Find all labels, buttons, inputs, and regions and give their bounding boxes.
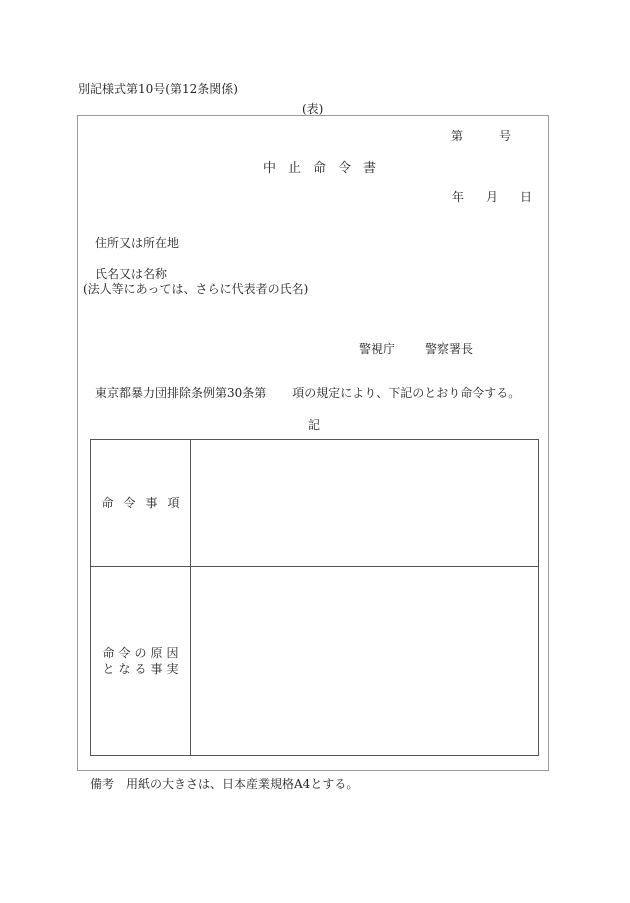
order-statement-before: 東京都暴力団排除条例第30条第 bbox=[95, 386, 267, 400]
remarks bbox=[90, 775, 358, 792]
order-statement-after: 項の規定により、下記のとおり命令する。 bbox=[292, 386, 521, 400]
document-number bbox=[451, 127, 511, 144]
issuer bbox=[359, 340, 473, 357]
document-title: 中止命令書 bbox=[263, 161, 389, 176]
name-note: (法人等にあっては、さらに代表者の氏名) bbox=[83, 282, 309, 296]
order-items-label: 命令事項 bbox=[91, 440, 191, 567]
date-year: 年 bbox=[452, 190, 465, 204]
date-month: 月 bbox=[486, 190, 499, 204]
table-row bbox=[91, 440, 539, 567]
order-statement bbox=[95, 384, 520, 401]
table-row bbox=[91, 567, 539, 756]
document-number-prefix: 第 bbox=[451, 129, 464, 143]
face-label: (表) bbox=[302, 102, 324, 116]
order-cause-label-line1: 命令の原因 bbox=[102, 646, 183, 660]
issuer-officer: 警察署長 bbox=[425, 342, 474, 356]
remarks-label: 備考 bbox=[90, 777, 115, 791]
address-label: 住所又は所在地 bbox=[95, 236, 180, 250]
ki-heading: 記 bbox=[308, 418, 321, 432]
order-table bbox=[90, 439, 539, 756]
document-date bbox=[430, 188, 532, 205]
order-cause-label bbox=[91, 567, 191, 756]
remarks-text: 用紙の大きさは、日本産業規格A4とする。 bbox=[126, 777, 359, 791]
order-cause-value bbox=[191, 567, 539, 756]
issuer-agency: 警視庁 bbox=[359, 342, 396, 356]
order-cause-label-line2: となる事実 bbox=[102, 662, 183, 676]
name-label: 氏名又は名称 bbox=[95, 267, 168, 281]
form-number: 別記様式第10号(第12条関係) bbox=[78, 82, 238, 96]
date-day: 日 bbox=[520, 190, 533, 204]
document-number-suffix: 号 bbox=[499, 129, 512, 143]
order-items-value bbox=[191, 440, 539, 567]
